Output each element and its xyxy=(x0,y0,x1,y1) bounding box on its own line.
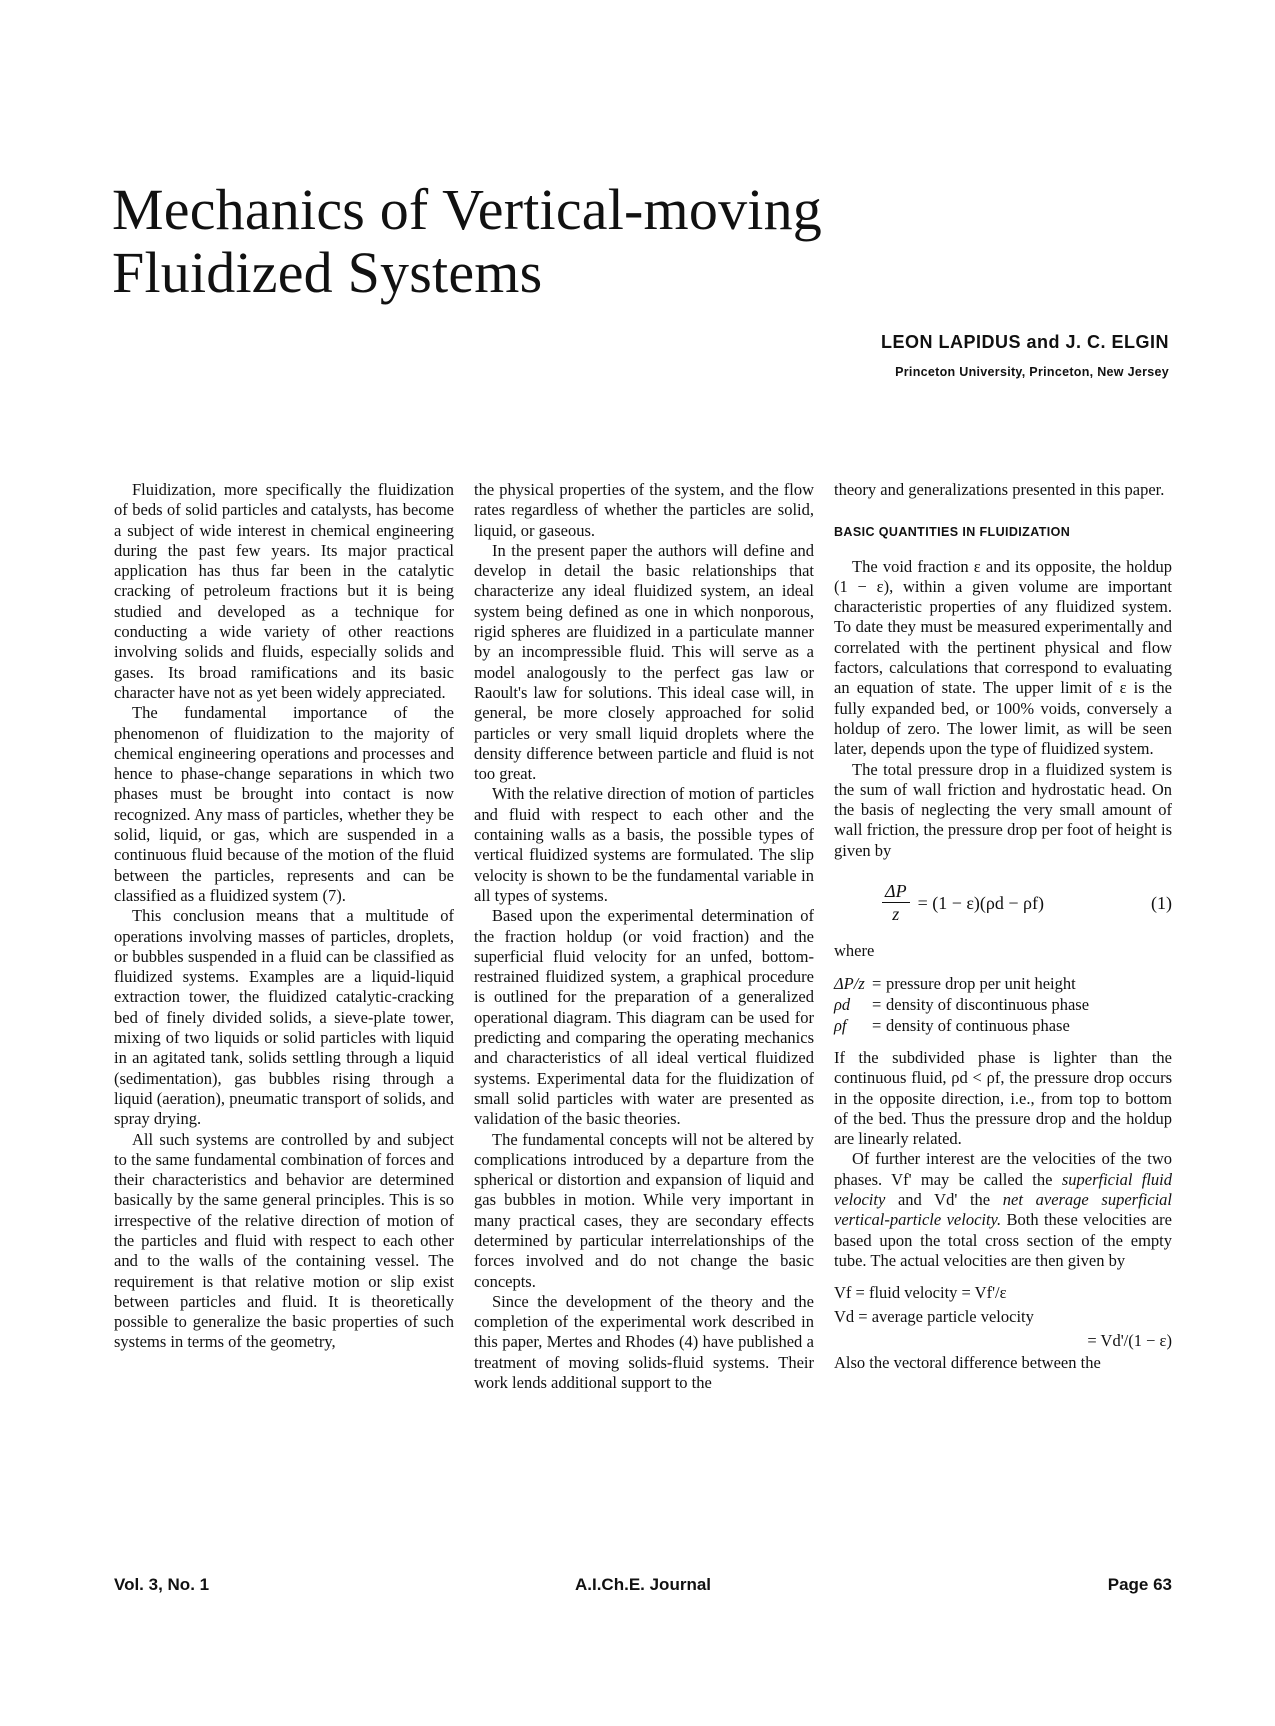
italic-term: net average superficial vertical-particle velocity. xyxy=(834,1190,1173,1230)
definition-equals: = xyxy=(872,994,882,1014)
author-block xyxy=(881,332,1169,379)
paragraph: The fundamental concepts will not be altered by complications introduced by a departure from the spherical or distortion and expansion of liquid and gas bubbles in motion. While very important in many practical cases, they are secondary effects determined by particular interrelationships of the forces involved and do not change the basic concepts. xyxy=(474,1129,814,1291)
paragraph: The total pressure drop in a fluidized system is the sum of wall friction and hydrostatic head. On the basis of neglecting the very small amount of wall friction, the pressure drop per foot of height is given by xyxy=(834,759,1172,860)
text-run: and Vd' the xyxy=(897,1190,991,1210)
definition-row xyxy=(834,994,1089,1015)
footer-volume: Vol. 3, No. 1 xyxy=(114,1575,210,1594)
paragraph: Since the development of the theory and the completion of the experimental work described in this paper, Mertes and Rhodes (4) have published a treatment of moving solids-fluid systems. Their work lends additional support to the xyxy=(474,1291,814,1393)
footer-journal: A.I.Ch.E. Journal xyxy=(574,1575,712,1594)
paragraph: Fluidization, more specifically the fluidization of beds of solid particles and catalysts, has become a subject of wide interest in chemical engineering during the past few years. Its major practical application has thus far been in the catalytic cracking of petroleum fractions but it is being studied and developed as a technique for conducting a wide variety of other reactions involving solids and fluids, especially solids and gases. Its broad ramifications and its basic character have not as yet been widely appreciated. xyxy=(114,480,454,702)
paragraph xyxy=(834,1149,1172,1271)
equation-fraction xyxy=(882,881,910,925)
equation-numerator: ΔP xyxy=(882,881,910,903)
column-2 xyxy=(474,480,814,1393)
title-line-1: Mechanics of Vertical-moving xyxy=(112,177,822,242)
column-1 xyxy=(114,480,454,1353)
paragraph: theory and generalizations presented in this paper. xyxy=(834,480,1165,499)
definition-row xyxy=(834,1015,1089,1036)
definition-symbol: ΔP/z xyxy=(834,973,865,993)
equation-rhs: = (1 − ε)(ρd − ρf) xyxy=(917,892,1045,913)
velocity-line: Vd = average particle velocity xyxy=(834,1307,1034,1327)
definition-equals: = xyxy=(872,1015,882,1035)
article-title xyxy=(112,178,872,304)
paragraph: The void fraction ε and its opposite, the holdup (1 − ε), within a given volume are important characteristic properties of any fluidized system. To date they must be measured experimentally and correlated with the pertinent physical and flow factors, calculations that correspond to evaluating an equation of state. The upper limit of ε is the fully expanded bed, or 100% voids, conversely a holdup of zero. The lower limit, as will be seen later, depends upon the type of fluidized system. xyxy=(834,556,1172,759)
symbol-definitions xyxy=(834,973,1089,1036)
author-names: LEON LAPIDUS and J. C. ELGIN xyxy=(880,332,1169,352)
equation-number: (1) xyxy=(1151,892,1172,913)
where-label: where xyxy=(834,940,875,960)
section-heading: BASIC QUANTITIES IN FLUIDIZATION xyxy=(834,525,1071,540)
definition-equals: = xyxy=(872,973,882,993)
page-footer xyxy=(114,1575,1172,1599)
velocity-line: = Vd'/(1 − ε) xyxy=(1087,1331,1172,1351)
definition-symbol: ρf xyxy=(834,1015,847,1035)
definition-row xyxy=(834,973,1089,994)
definition-symbol: ρd xyxy=(834,994,851,1014)
paragraph: In the present paper the authors will define and develop in detail the basic relationships that characterize any ideal fluidized system, an ideal system being defined as one in which nonporous, rigid spheres are fluidized in a particulate manner by an incompressible fluid. This will serve as a model analogously to the perfect gas law or Raoult's law for solutions. This ideal case will, in general, be more closely approached for solid particles or very small liquid droplets where the density difference between particle and fluid is not too great. xyxy=(474,540,814,784)
paragraph: Also the vectoral difference between the xyxy=(834,1353,1101,1373)
title-line-2: Fluidized Systems xyxy=(112,240,543,305)
velocity-definitions xyxy=(834,1281,1172,1353)
definition-text: density of discontinuous phase xyxy=(886,994,1090,1014)
author-affiliation: Princeton University, Princeton, New Jersey xyxy=(895,365,1169,379)
column-3 xyxy=(834,480,1172,1374)
footer-page: Page 63 xyxy=(1107,1575,1172,1594)
equation-1 xyxy=(834,881,1172,925)
paragraph: Based upon the experimental determination of the fraction holdup (or void fraction) and the superficial fluid velocity for an unfed, bottom-restrained fluidized system, a graphical procedure is outlined for the preparation of a generalized operational diagram. This diagram can be used for predicting and comparing the operating mechanics and characteristics of all ideal vertical fluidized systems. Experimental data for the fluidization of small solid particles with water are presented as validation of the basic theories. xyxy=(474,906,814,1129)
definition-text: density of continuous phase xyxy=(886,1015,1070,1035)
text-run: Of further interest are the velocities of the two phases. Vf' may be called the xyxy=(834,1149,1172,1189)
equation-denominator: z xyxy=(892,904,900,925)
text-run: Both these velocities are based upon the total cross section of the empty tube. The actual velocities are then given by xyxy=(834,1210,1172,1270)
velocity-line: Vf = fluid velocity = Vf'/ε xyxy=(834,1283,1007,1303)
definition-text: pressure drop per unit height xyxy=(886,973,1076,993)
paragraph: This conclusion means that a multitude of operations involving masses of particles, droplets, or bubbles suspended in a fluid can be classified as fluidized systems. Examples are a liquid-liquid extraction tower, the fluidized catalytic-cracking bed of finely divided solids, a sieve-plate tower, mixing of two liquids or solid particles with liquid in an agitated tank, solids settling through a liquid (sedimentation), gas bubbles rising through a liquid (aeration), pneumatic transport of solids, and spray drying. xyxy=(114,906,454,1129)
paragraph: If the subdivided phase is lighter than the continuous fluid, ρd < ρf, the pressure drop occurs in the opposite direction, i.e., from top to bottom of the bed. Thus the pressure drop and the holdup are linearly related. xyxy=(834,1047,1172,1149)
paragraph: With the relative direction of motion of particles and fluid with respect to each other and the containing walls as a basis, the possible types of vertical fluidized systems are formulated. The slip velocity is shown to be the fundamental variable in all types of systems. xyxy=(474,784,814,905)
paragraph: the physical properties of the system, and the flow rates regardless of whether the particles are solid, liquid, or gaseous. xyxy=(474,480,814,540)
italic-term: superficial fluid velocity xyxy=(834,1169,1173,1210)
paragraph: The fundamental importance of the phenomenon of fluidization to the majority of chemical engineering operations and processes and hence to phase-change separations in which two phases must be brought into contact is now recognized. Any mass of particles, whether they be solid, liquid, or gas, which are suspended in a continuous fluid because of the motion of the fluid between the particles, represents and can be classified as a fluidized system (7). xyxy=(114,703,454,905)
paragraph: All such systems are controlled by and subject to the same fundamental combination of forces and their characteristics and behavior are determined basically by the same general principles. This is so irrespective of the relative direction of motion of the particles and fluid with respect to each other and to the walls of the containing vessel. The requirement is that relative motion or slip exist between particles and fluid. It is theoretically possible to generalize the basic properties of such systems in terms of the geometry, xyxy=(114,1129,454,1352)
